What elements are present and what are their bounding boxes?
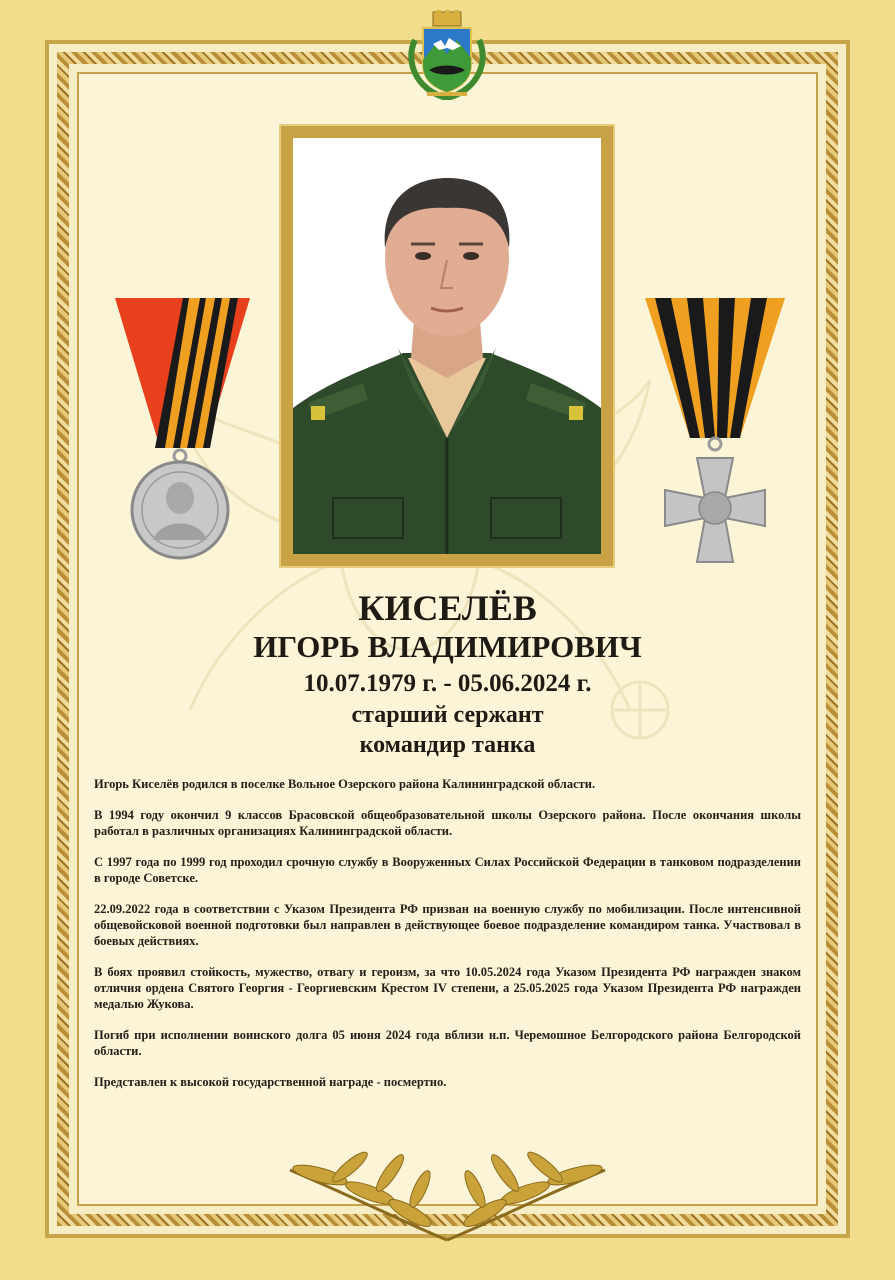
bio-paragraph: В боях проявил стойкость, мужество, отвагу и героизм, за что 10.05.2024 года Указом Президента РФ награжден знаком отличия ордена Святого Георгия - Георгиевским Крестом IV степени, а 25.05.2025 года Указом Президента РФ награжден медалью Жукова. (94, 965, 801, 1011)
name-block (100, 588, 795, 760)
bio-paragraph: В 1994 году окончил 9 классов Брасовской общеобразовательной школы Озерского района. После окончания школы работал в различных организациях Калининградской области. (94, 808, 801, 838)
bio-paragraph: С 1997 года по 1999 год проходил срочную службу в Вооруженных Силах Российской Федерации в танковом подразделении в городе Советске. (94, 855, 801, 885)
bio-paragraph: Представлен к высокой государственной награде - посмертно. (94, 1075, 447, 1089)
bio-paragraph: 22.09.2022 года в соответствии с Указом Президента РФ призван на военную службу по мобилизации. После интенсивной общевойсковой военной подготовки был направлен в действующее боевое подразделение командиром танка. Участвовал в боевых действиях. (94, 902, 801, 948)
st-george-cross-icon (645, 298, 785, 566)
bio-paragraph: Погиб при исполнении воинского долга 05 июня 2024 года вблизи н.п. Черемошное Белгородского района Белгородской области. (94, 1028, 801, 1058)
portrait-photo (281, 126, 613, 566)
given-names: ИГОРЬ ВЛАДИМИРОВИЧ (253, 629, 642, 664)
military-position: командир танка (359, 732, 536, 758)
life-dates: 10.07.1979 г. - 05.06.2024 г. (303, 670, 592, 697)
biography (94, 776, 801, 1105)
military-rank: старший сержант (351, 702, 544, 728)
bio-paragraph: Игорь Киселёв родился в поселке Вольное Озерского района Калининградской области. (94, 777, 596, 791)
soldier-portrait-icon (293, 138, 601, 554)
surname: КИСЕЛЁВ (358, 588, 537, 628)
laurel-branches-icon (280, 1145, 615, 1245)
district-coat-of-arms-icon (405, 10, 489, 100)
zhukov-medal-icon (105, 298, 255, 563)
